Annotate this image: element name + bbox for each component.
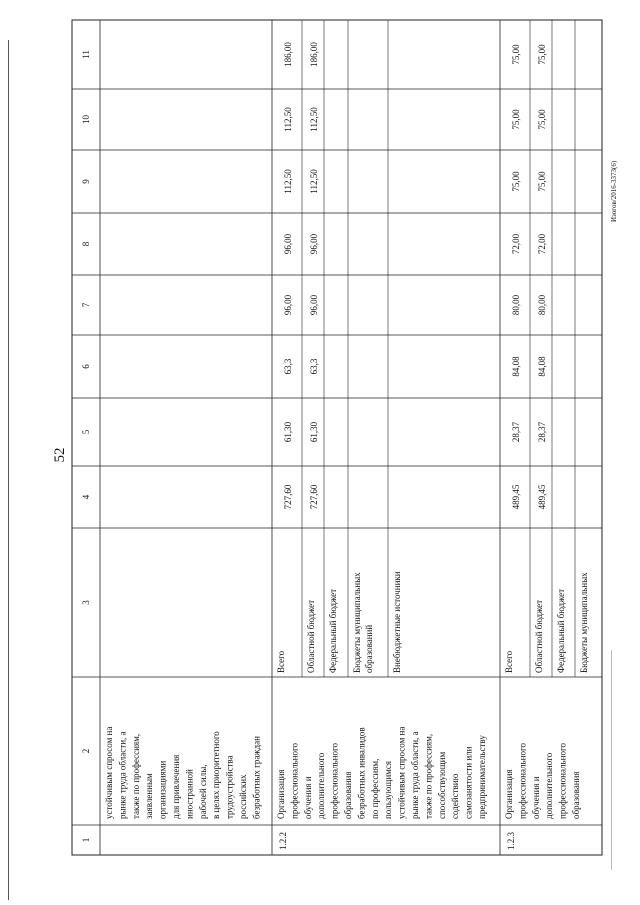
row-1-2-3-description-line: Организация [504,769,514,819]
row-1-2-3-value: 75,00 [511,109,521,130]
row-1-2-3-description-line: дополнительного [544,752,555,819]
row-1-2-3-value: 75,00 [537,109,547,130]
row-1-2-2-description-line: профессионального [289,743,300,819]
row-1-2-3-value: 489,45 [537,484,547,510]
row-1-2-2-value: 112,50 [283,107,293,132]
continuation-text-line: также по профессиям, [130,733,141,819]
row-1-2-3-value: 80,00 [511,294,521,316]
row-1-2-3-value: 489,45 [511,484,521,510]
continuation-text-line: безработных граждан [251,736,262,819]
row-1-2-3-value: 75,00 [537,44,547,65]
row-1-2-2-value: 727,60 [283,484,293,510]
column-header-6: 6 [81,364,91,369]
column-header-2: 2 [81,748,91,754]
row-1-2-3-source-name: Всего [504,650,514,673]
column-header-9: 9 [81,179,91,184]
row-1-2-3-value: 72,00 [537,233,547,255]
row-1-2-3-description-line: обучения и [530,776,541,819]
row-1-2-2-value: 186,00 [309,42,319,67]
row-1-2-2-description-line: устойчивым спросом на [396,726,407,819]
column-header-8: 8 [81,241,91,247]
column-header-10: 10 [81,115,91,124]
continuation-text-line: российских [238,774,248,819]
row-1-2-2-value: 96,00 [309,294,319,316]
row-1-2-2-description-line: пользующимся [383,761,394,819]
column-header-5: 5 [81,429,91,435]
row-1-2-3-value: 84,08 [537,356,547,377]
row-1-2-2-value: 63,3 [309,358,319,375]
row-1-2-3-value: 80,00 [537,294,547,316]
row-1-2-2-description-line: способствующим [436,751,447,819]
row-1-2-2-value: 96,00 [283,233,293,255]
row-1-2-3-source-name: Областной бюджет [534,599,544,673]
row-1-2-3-description-line: образования [571,771,581,819]
row-1-2-2-description-line: рынке труда области, а [410,731,420,819]
column-header-7: 7 [81,302,91,308]
row-1-2-2-description-line: самозанятости или [463,746,474,819]
document-code-text: Изогов/2016-3373(6) [610,160,618,222]
continuation-text-line: иностранной [184,769,195,819]
row-1-2-3-value: 28,37 [537,421,547,443]
row-1-2-2-description-line: содействию [450,773,461,819]
row-1-2-3-value: 75,00 [511,171,521,192]
continuation-text-line: рабочей силы, [197,764,208,819]
row-1-2-2-source-name: Бюджеты муниципальных [352,572,362,673]
continuation-text-line: организациями [157,760,168,819]
row-1-2-2-source-name: Всего [276,650,286,673]
row-1-2-2-source-name: Федеральный бюджет [328,588,338,673]
column-header-4: 4 [81,494,91,500]
row-1-2-3-number: 1.2.3 [506,832,516,850]
row-1-2-2-value: 63,3 [283,358,293,375]
row-1-2-2-number: 1.2.2 [278,832,288,850]
row-1-2-2-value: 112,50 [309,107,319,132]
row-1-2-2-description-line: профессионального [329,743,340,819]
row-1-2-2-description-line: по профессиям, [369,758,380,819]
column-header-1: 1 [81,837,91,843]
row-1-2-3-description-line: профессионального [517,743,528,819]
continuation-text-line: трудоустройства [224,755,235,819]
continuation-text-line: заявленным [144,773,155,819]
row-1-2-3-value: 75,00 [537,171,547,192]
row-1-2-2-value: 61,30 [309,421,319,443]
row-1-2-2-value: 112,50 [309,169,319,194]
row-1-2-3-value: 84,08 [511,356,521,377]
row-1-2-2-value: 61,30 [283,421,293,443]
row-1-2-2-value: 96,00 [283,294,293,316]
table-border [72,20,602,855]
row-1-2-3-description-line: профессионального [557,743,568,819]
row-1-2-3-value: 72,00 [511,233,521,255]
continuation-text-line: для привлечения [171,754,181,819]
row-1-2-2-description-line: безработных инвалидов [356,727,367,819]
row-1-2-3-value: 75,00 [511,44,521,65]
continuation-text-line: устойчивым спросом на [104,726,114,819]
continuation-text-line: рынке труда области, а [117,731,128,819]
row-1-2-2-source-name: Областной бюджет [306,599,316,673]
row-1-2-3-source-name: Федеральный бюджет [556,588,566,673]
row-1-2-2-value: 186,00 [283,42,293,67]
column-header-3: 3 [81,600,91,605]
continuation-text-line: в целях приоритетного [211,731,222,819]
row-1-2-2-description-line: предпринимательству [477,735,487,819]
row-1-2-3-source-name: Бюджеты муниципальных [579,572,589,673]
row-1-2-2-value: 96,00 [309,233,319,255]
row-1-2-2-description-line: дополнительного [316,752,327,819]
row-1-2-2-value: 727,60 [309,484,319,510]
row-1-2-2-value: 112,50 [283,169,293,194]
row-1-2-2-source-name: Внебюджетные источники [392,571,402,673]
row-1-2-2-description-line: обучения и [302,776,313,819]
row-1-2-3-value: 28,37 [511,421,521,443]
column-header-11: 11 [81,50,91,59]
row-1-2-2-description-line: образования [343,771,353,819]
row-1-2-2-source-name: образований [364,624,374,673]
row-1-2-2-description-line: также по профессиям, [423,733,434,819]
row-1-2-2-description-line: Организация [276,769,286,819]
page-number: 52 [52,447,68,463]
